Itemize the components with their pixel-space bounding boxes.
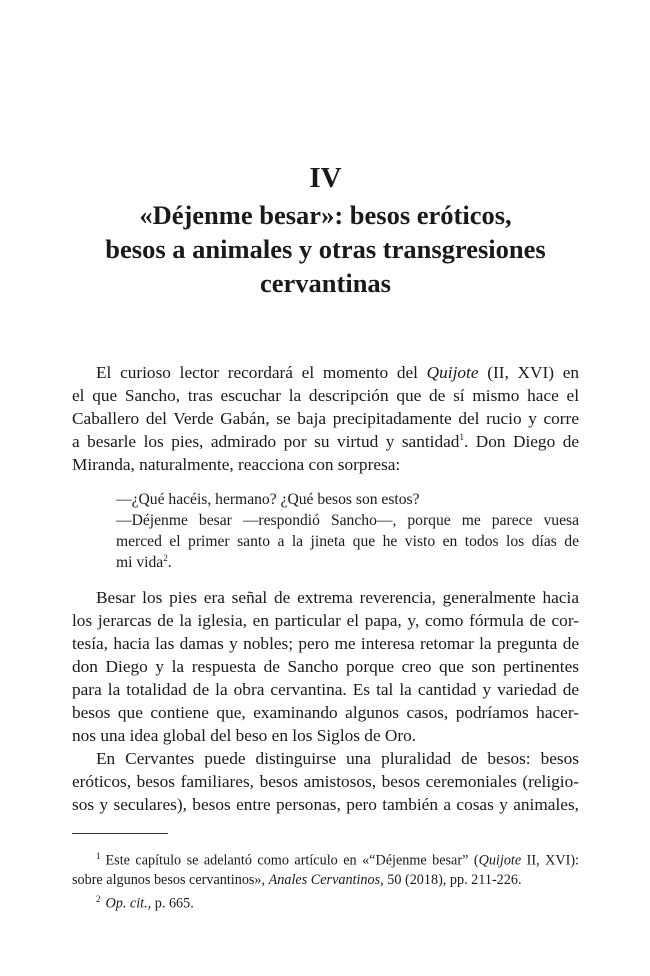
text-line: sos y seculares), besos entre personas, pero también a cosas y animales, xyxy=(72,795,579,814)
text-line: nos una idea global del beso en los Siglos de Oro. xyxy=(72,726,417,745)
text-span: . Don Diego de xyxy=(463,432,580,451)
text-line: eróticos, besos familiares, besos amistosos, besos ceremoniales (religio- xyxy=(72,772,579,791)
text-line: don Diego y la respuesta de Sancho porque creo que son pertinentes xyxy=(72,657,579,676)
chapter-title-line-3: cervantinas xyxy=(259,268,391,298)
text-line: los jerarcas de la iglesia, en particular el papa, y, como fórmula de cor- xyxy=(72,611,579,630)
footnote-1 xyxy=(72,847,579,890)
chapter-title-line-2: besos a animales y otras transgresiones xyxy=(105,234,546,264)
text-line: Besar los pies era señal de extrema reverencia, generalmente hacia xyxy=(96,588,579,607)
footnotes xyxy=(72,847,579,913)
footnote-divider xyxy=(72,833,168,834)
text-line xyxy=(72,430,579,453)
chapter-heading xyxy=(72,160,579,300)
paragraph-1 xyxy=(72,361,579,476)
text-span: . xyxy=(167,554,172,571)
text-span: 50 (2018), pp. 211-226. xyxy=(383,871,522,888)
text-line: Caballero del Verde Gabán, se baja precipitadamente del rucio y corre xyxy=(72,409,579,428)
text-span: Este capítulo se adelantó como artículo en «“Déjenme besar” ( xyxy=(105,852,479,869)
footnote-ref-1[interactable]: 1 xyxy=(459,432,464,443)
text-line: Miranda, naturalmente, reacciona con sorpresa: xyxy=(72,455,401,474)
text-line: tesía, hacia las damas y nobles; pero me interesa retomar la pregunta de xyxy=(72,634,579,653)
text-span: sobre algunos besos cervantinos», xyxy=(72,871,269,888)
quote-line: —¿Qué hacéis, hermano? ¿Qué besos son estos? xyxy=(116,491,420,508)
footnote-mark: 1 xyxy=(96,851,101,861)
quote-line: merced el primer santo a la jineta que he visto en todos los días de xyxy=(116,533,579,550)
footnote-line xyxy=(72,890,579,914)
quote-line: —Déjenme besar —respondió Sancho—, porque me parece vuesa xyxy=(116,512,579,529)
chapter-title xyxy=(72,198,579,300)
footnote-2 xyxy=(72,890,579,914)
text-span: p. 665. xyxy=(151,895,194,912)
book-page xyxy=(72,0,579,976)
text-line: En Cervantes puede distinguirse una pluralidad de besos: besos xyxy=(96,749,579,768)
text-line: el que Sancho, tras escuchar la descripción que de sí mismo hace el xyxy=(72,386,579,405)
footnote-ref-2[interactable]: 2 xyxy=(163,552,168,563)
text-line: besos que contiene que, examinando algunos casos, podríamos hacer- xyxy=(72,703,579,722)
paragraph-2 xyxy=(72,586,579,747)
footnote-line xyxy=(72,847,579,871)
footnote-line xyxy=(72,871,579,890)
text-line xyxy=(72,361,579,384)
paragraph-3 xyxy=(72,747,579,816)
footnote-mark: 2 xyxy=(96,893,101,904)
italic-title: Quijote xyxy=(478,852,522,869)
quote-line xyxy=(116,552,579,573)
block-quote xyxy=(116,489,579,573)
italic-abbrev: Op. cit., xyxy=(105,895,152,912)
chapter-number: IV xyxy=(309,162,342,194)
body-text xyxy=(72,361,579,816)
text-span: El curioso lector recordará el momento del xyxy=(96,363,427,382)
text-span: a besarle los pies, admirado por su virtud y santidad xyxy=(72,432,460,451)
italic-journal: Anales Cervantinos, xyxy=(268,871,384,888)
italic-title: Quijote xyxy=(426,363,479,382)
text-span: II, XVI): xyxy=(521,852,579,869)
text-line: para la totalidad de la obra cervantina. Es tal la cantidad y variedad de xyxy=(72,680,579,699)
chapter-title-line-1: «Déjenme besar»: besos eróticos, xyxy=(139,200,512,230)
text-span: (II, XVI) en xyxy=(478,363,580,382)
text-span: mi vida xyxy=(116,554,164,571)
